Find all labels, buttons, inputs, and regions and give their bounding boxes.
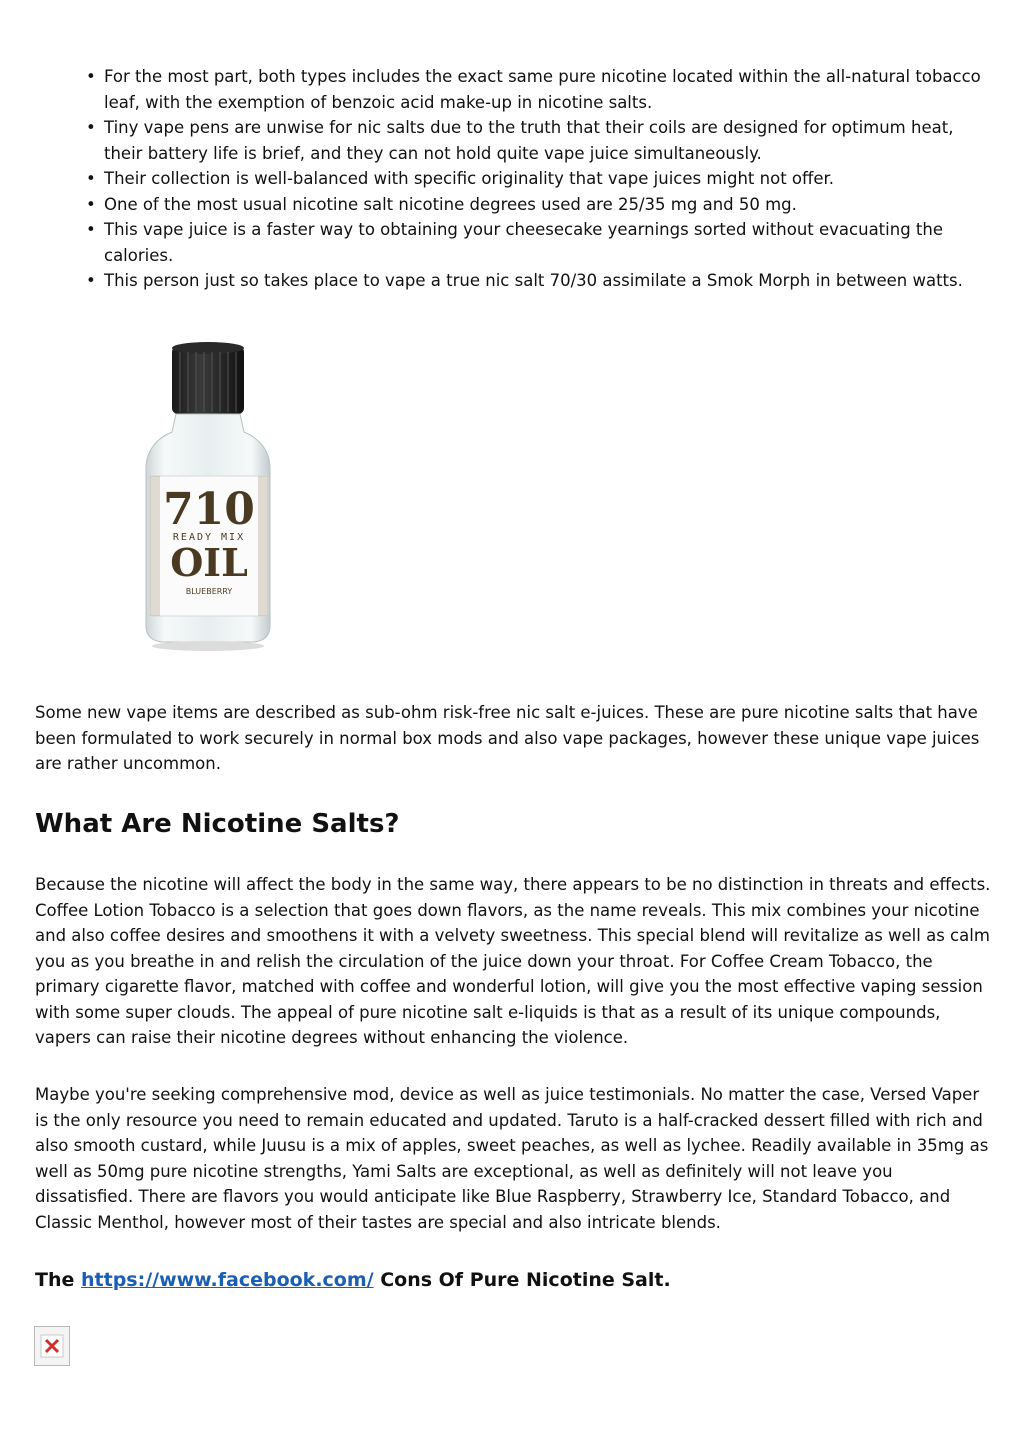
bullet-text: For the most part, both types includes the exact same pure nicotine located within the all-natural tobacco leaf, with the exemption of benzoic acid make-up in nicotine salts.: [104, 67, 981, 112]
subheading-prefix: The: [35, 1269, 81, 1291]
facebook-link[interactable]: https://www.facebook.com/: [81, 1269, 374, 1291]
bullet-item: • For the most part, both types includes the exact same pure nicotine located within the all-natural tobacco leaf, with the exemption of benzoic acid make-up in nicotine salts.: [86, 67, 981, 112]
label-number: 710: [163, 484, 255, 535]
label-oil: OIL: [170, 540, 248, 585]
subheading: [35, 1266, 671, 1294]
intro-paragraph: Some new vape items are described as sub-ohm risk-free nic salt e-juices. These are pure nicotine salts that have been formulated to work securely in normal box mods and also vape packages, however these unique vape juices are rather uncommon.: [35, 703, 980, 773]
bullet-item: • This person just so takes place to vape a true nic salt 70/30 assimilate a Smok Morph in between watts.: [86, 271, 963, 290]
body-paragraph-2: Maybe you're seeking comprehensive mod, device as well as juice testimonials. No matter the case, Versed Vaper is the only resource you need to remain educated and updated. Taruto is a half-cracked dessert filled with rich and also smooth custard, while Juusu is a mix of apples, sweet peaches, as well as lychee. Readily available in 35mg as well as 50mg pure nicotine strengths, Yami Salts are exceptional, as well as definitely will not leave you dissatisfied. There are flavors you would anticipate like Blue Raspberry, Strawberry Ice, Standard Tobacco, and Classic Menthol, however most of their tastes are special and also intricate blends.: [35, 1085, 989, 1232]
bullet-item: • Tiny vape pens are unwise for nic salts due to the truth that their coils are designed for optimum heat, their battery life is brief, and they can not hold quite vape juice simultaneously.: [86, 118, 954, 163]
bullet-text: This person just so takes place to vape a true nic salt 70/30 assimilate a Smok Morph in between watts.: [104, 271, 963, 290]
bullet-list: [84, 64, 994, 294]
bullet-text: Tiny vape pens are unwise for nic salts due to the truth that their coils are designed for optimum heat, their battery life is brief, and they can not hold quite vape juice simultaneously.: [104, 118, 954, 163]
subheading-suffix: Cons Of Pure Nicotine Salt.: [373, 1269, 671, 1291]
product-bottle-image: [140, 336, 290, 656]
bullet-item: • This vape juice is a faster way to obtaining your cheesecake yearnings sorted without evacuating the calories.: [86, 220, 943, 265]
bullet-item: • One of the most usual nicotine salt nicotine degrees used are 25/35 mg and 50 mg.: [86, 194, 797, 214]
section-heading: What Are Nicotine Salts?: [35, 809, 400, 839]
label-ready-mix: READY MIX: [172, 532, 246, 543]
bullet-item: • Their collection is well-balanced with specific originality that vape juices might not offer.: [86, 169, 835, 188]
label-flavor: BLUEBERRY: [185, 587, 233, 596]
body-paragraph-1: Because the nicotine will affect the body in the same way, there appears to be no distinction in threats and effects. Coffee Lotion Tobacco is a selection that goes down flavors, as the name reveals. This mix combines your nicotine and also coffee desires and smoothens it with a velvety sweetness. This special blend will revitalize as well as calm you as you breathe in and relish the circulation of the juice down your throat. For Coffee Cream Tobacco, the primary cigarette flavor, matched with coffee and wonderful lotion, will give you the most effective vaping session with some super clouds. The appeal of pure nicotine salt e-liquids is that as a result of its unique compounds, vapers can raise their nicotine degrees without enhancing the violence.: [35, 875, 991, 1047]
bullet-text: Their collection is well-balanced with specific originality that vape juices might not offer.: [104, 169, 835, 188]
bullet-text: One of the most usual nicotine salt nicotine degrees used are 25/35 mg and 50 mg.: [104, 194, 797, 214]
bullet-text: This vape juice is a faster way to obtaining your cheesecake yearnings sorted without evacuating the calories.: [104, 220, 943, 265]
broken-image-icon: [34, 1326, 70, 1366]
